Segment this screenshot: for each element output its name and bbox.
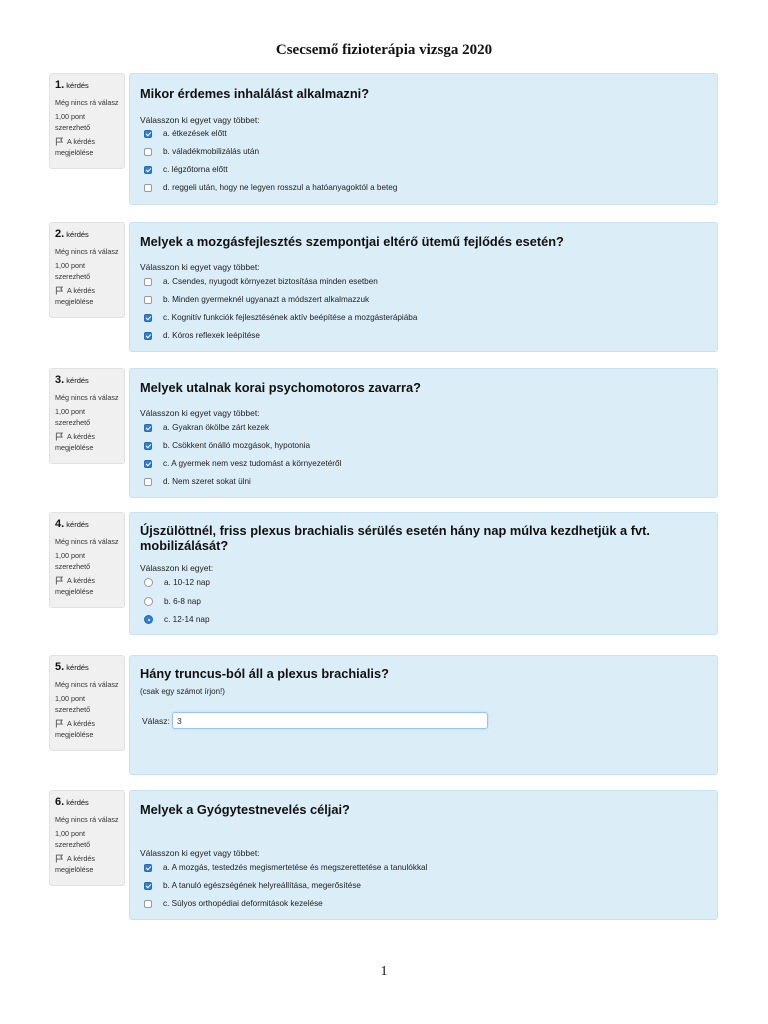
checkbox[interactable] (144, 478, 152, 486)
question-info (49, 512, 125, 608)
checkbox[interactable] (144, 424, 152, 432)
question-panel (129, 512, 718, 635)
answer-option[interactable]: b. 6-8 nap (144, 597, 201, 606)
radio-button[interactable] (144, 597, 153, 606)
flag-icon (55, 432, 67, 441)
checkbox[interactable] (144, 900, 152, 908)
question-text: Mikor érdemes inhalálást alkalmazni? (140, 86, 370, 101)
radio-button[interactable] (144, 615, 153, 624)
answer-option[interactable]: d. Nem szeret sokat ülni (144, 477, 251, 486)
question-number: 1. kérdés (55, 79, 89, 91)
answer-option[interactable]: c. 12-14 nap (144, 615, 210, 624)
question-prompt: Válasszon ki egyet vagy többet: (140, 262, 260, 272)
question-prompt: Válasszon ki egyet vagy többet: (140, 115, 260, 125)
answer-option[interactable]: c. Kognitív funkciók fejlesztésének aktív beépítése a mozgásterápiába (144, 313, 417, 322)
radio-button[interactable] (144, 578, 153, 587)
question-info (49, 790, 125, 886)
question-text: Melyek utalnak korai psychomotoros zavarra? (140, 380, 421, 395)
checkbox[interactable] (144, 166, 152, 174)
flag-question-link[interactable]: A kérdés megjelölése (55, 854, 95, 874)
checkbox[interactable] (144, 278, 152, 286)
question-info (49, 368, 125, 464)
flag-icon (55, 576, 67, 585)
question-prompt: (csak egy számot írjon!) (140, 687, 225, 696)
answer-option[interactable]: d. Kóros reflexek leépítése (144, 331, 260, 340)
question-points: 1,00 pont szerezhető (55, 551, 91, 571)
question-info (49, 73, 125, 169)
answer-label: Válasz: (142, 716, 170, 726)
question-status: Még nincs rá válasz (55, 246, 119, 256)
question-status: Még nincs rá válasz (55, 536, 119, 546)
flag-question-link[interactable]: A kérdés megjelölése (55, 576, 95, 596)
checkbox[interactable] (144, 460, 152, 468)
question-points: 1,00 pont szerezhető (55, 829, 91, 849)
answer-option[interactable]: c. A gyermek nem vesz tudomást a környezetéről (144, 459, 341, 468)
checkbox[interactable] (144, 332, 152, 340)
answer-option[interactable]: a. 10-12 nap (144, 578, 210, 587)
document-title: Csecsemő fizioterápia vizsga 2020 (275, 42, 493, 58)
question-number: 5. kérdés (55, 661, 89, 673)
checkbox[interactable] (144, 148, 152, 156)
flag-icon (55, 286, 67, 295)
question-points: 1,00 pont szerezhető (55, 261, 91, 281)
question-text: Melyek a mozgásfejlesztés szempontjai eltérő ütemű fejlődés esetén? (140, 234, 564, 249)
answer-option[interactable]: c. légzőtorna előtt (144, 165, 228, 174)
answer-option[interactable]: b. váladékmobilizálás után (144, 147, 259, 156)
question-number: 4. kérdés (55, 518, 89, 530)
question-panel (129, 73, 718, 205)
question-status: Még nincs rá válasz (55, 392, 119, 402)
question-status: Még nincs rá válasz (55, 97, 119, 107)
answer-option[interactable]: b. Minden gyermeknél ugyanazt a módszert alkalmazzuk (144, 295, 369, 304)
question-info (49, 222, 125, 318)
question-number: 2. kérdés (55, 228, 89, 240)
question-number: 3. kérdés (55, 374, 89, 386)
answer-option[interactable]: b. Csökkent önálló mozgások, hypotonia (144, 441, 310, 450)
page-number: 1 (380, 964, 388, 979)
answer-option[interactable]: a. Gyakran ökölbe zárt kezek (144, 423, 269, 432)
answer-option[interactable]: d. reggeli után, hogy ne legyen rosszul a hatóanyagoktól a beteg (144, 183, 397, 192)
flag-icon (55, 137, 67, 146)
flag-question-link[interactable]: A kérdés megjelölése (55, 137, 95, 157)
question-text: Melyek a Gyógytestnevelés céljai? (140, 802, 350, 817)
checkbox[interactable] (144, 442, 152, 450)
flag-question-link[interactable]: A kérdés megjelölése (55, 286, 95, 306)
checkbox[interactable] (144, 314, 152, 322)
flag-question-link[interactable]: A kérdés megjelölése (55, 719, 95, 739)
question-points: 1,00 pont szerezhető (55, 407, 91, 427)
answer-option[interactable]: c. Súlyos orthopédiai deformitások kezelése (144, 899, 323, 908)
answer-option[interactable]: a. étkezések előtt (144, 129, 227, 138)
checkbox[interactable] (144, 864, 152, 872)
question-info (49, 655, 125, 751)
answer-option[interactable]: a. Csendes, nyugodt környezet biztosítása minden esetben (144, 277, 378, 286)
checkbox[interactable] (144, 130, 152, 138)
checkbox[interactable] (144, 882, 152, 890)
question-points: 1,00 pont szerezhető (55, 694, 91, 714)
question-number: 6. kérdés (55, 796, 89, 808)
question-panel (129, 222, 718, 352)
question-points: 1,00 pont szerezhető (55, 112, 91, 132)
question-prompt: Válasszon ki egyet vagy többet: (140, 848, 260, 858)
flag-icon (55, 719, 67, 728)
question-panel (129, 368, 718, 498)
checkbox[interactable] (144, 184, 152, 192)
answer-input[interactable]: 3 (172, 712, 488, 729)
flag-icon (55, 854, 67, 863)
question-prompt: Válasszon ki egyet: (140, 563, 214, 573)
answer-option[interactable]: b. A tanuló egészségének helyreállítása, megerősítése (144, 881, 361, 890)
question-panel (129, 790, 718, 920)
question-text: Újszülöttnél, friss plexus brachialis sérülés esetén hány nap múlva kezdhetjük a fvt. mobilizálását? (140, 523, 650, 554)
question-prompt: Válasszon ki egyet vagy többet: (140, 408, 260, 418)
question-text: Hány truncus-ból áll a plexus brachialis? (140, 666, 389, 681)
checkbox[interactable] (144, 296, 152, 304)
question-status: Még nincs rá válasz (55, 679, 119, 689)
question-panel (129, 655, 718, 775)
question-status: Még nincs rá válasz (55, 814, 119, 824)
answer-option[interactable]: a. A mozgás, testedzés megismertetése és megszerettetése a tanulókkal (144, 863, 427, 872)
flag-question-link[interactable]: A kérdés megjelölése (55, 432, 95, 452)
